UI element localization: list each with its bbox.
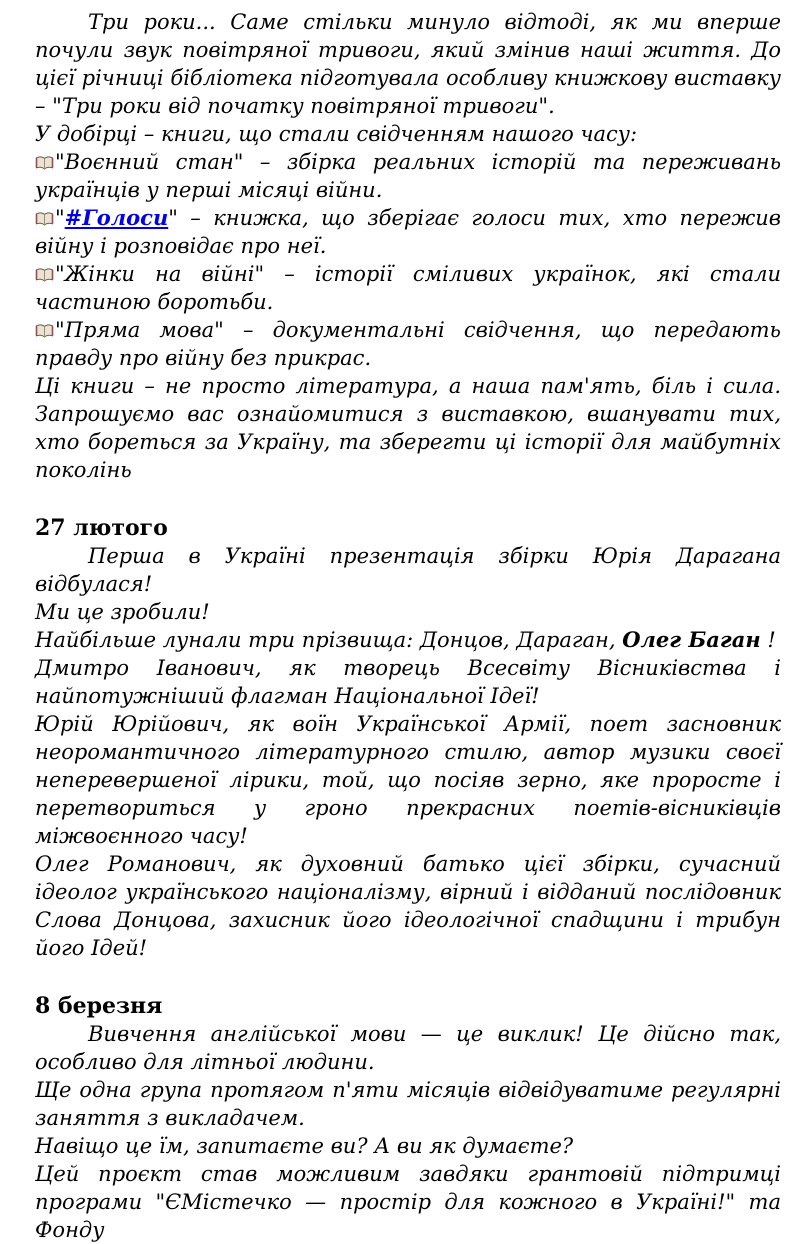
paragraph-mar-1: Вивчення англійської мови — це виклик! Це дійсно так, особливо для літньої людини.: [35, 1022, 781, 1074]
paragraph-feb-1b: Ми це зробили!: [35, 600, 210, 624]
paragraph-feb-2-post: !: [760, 628, 776, 652]
book-item-text: "Пряма мова" – документальні свідчення, що передають правду про війну без прикрас.: [35, 318, 781, 370]
paragraph-feb-1: Перша в Україні презентація збірки Юрія Дарагана відбулася!: [35, 544, 781, 596]
paragraph-feb-3: Дмитро Іванович, як творець Всесвіту Вісниківства і найпотужніший флагман Національної Ідеї!: [35, 656, 781, 708]
holosy-link[interactable]: #Голоси: [64, 205, 169, 230]
book-list-item-voennyi-stan: [35, 148, 781, 204]
book-list-item-priama-mova: [35, 316, 781, 372]
book-item-pre-quote: ": [55, 206, 65, 230]
section-heading-feb: 27 лютого: [35, 515, 168, 541]
bold-name-oleh-bahan: Олег Баган: [622, 627, 761, 652]
section-heading-mar: 8 березня: [35, 993, 163, 1019]
book-list-item-holosy: [35, 204, 781, 260]
paragraph-intro-opening: Три роки... Саме стільки минуло відтоді, як ми вперше почули звук повітряної тривоги, який змінив наші життя. До цієї річниці бібліотека підготувала особливу книжкову виставку – "Три роки від початку повітряної тривоги".: [35, 10, 781, 118]
paragraph-mar-3: Навіщо це їм, запитаєте ви? А ви як думаєте?: [35, 1134, 574, 1158]
paragraph-list-lead: У добірці – книги, що стали свідченням нашого часу:: [35, 122, 638, 146]
open-book-icon: [35, 268, 54, 283]
book-list-item-zhinky-na-viini: [35, 260, 781, 316]
paragraph-mar-4: Цей проєкт став можливим завдяки грантовій підтримці програми "ЄМістечко — простір для кожного в Україні!" та Фонду: [35, 1162, 781, 1242]
book-item-text: "Жінки на війні" – історії сміливих українок, які стали частиною боротьби.: [35, 262, 781, 314]
paragraph-feb-4: Юрій Юрійович, як воїн Української Армії, поет засновник неоромантичного літературного стилю, автор музики своєї неперевершеної лірики, той, що посіяв зерно, яке проросте і перетвориться у гроно прекрасних поетів-вісниківців міжвоєнного часу!: [35, 712, 781, 848]
open-book-icon: [35, 156, 54, 171]
book-item-text: "Воєнний стан" – збірка реальних історій та переживань українців у перші місяці війни.: [35, 150, 781, 202]
paragraph-intro-closing: Ці книги – не просто література, а наша пам'ять, біль і сила. Запрошуємо вас ознайомитися з виставкою, вшанувати тих, хто бореться за Україну, та зберегти ці історії для майбутніх поколінь: [35, 374, 781, 482]
paragraph-feb-5: Олег Романович, як духовний батько цієї збірки, сучасний ідеолог українського націоналізму, вірний і відданий послідовник Слова Донцова, захисник його ідеологічної спадщини і трибун його Ідей!: [35, 852, 781, 960]
paragraph-feb-2: [35, 626, 781, 654]
open-book-icon: [35, 212, 54, 227]
book-item-text: " – книжка, що зберігає голоси тих, хто пережив війну і розповідає про неї.: [35, 206, 781, 258]
open-book-icon: [35, 324, 54, 339]
paragraph-mar-2: Ще одна група протягом п'яти місяців відвідуватиме регулярні заняття з викладачем.: [35, 1078, 781, 1130]
paragraph-feb-2-pre: Найбільше лунали три прізвища: Донцов, Дараган,: [35, 628, 623, 652]
